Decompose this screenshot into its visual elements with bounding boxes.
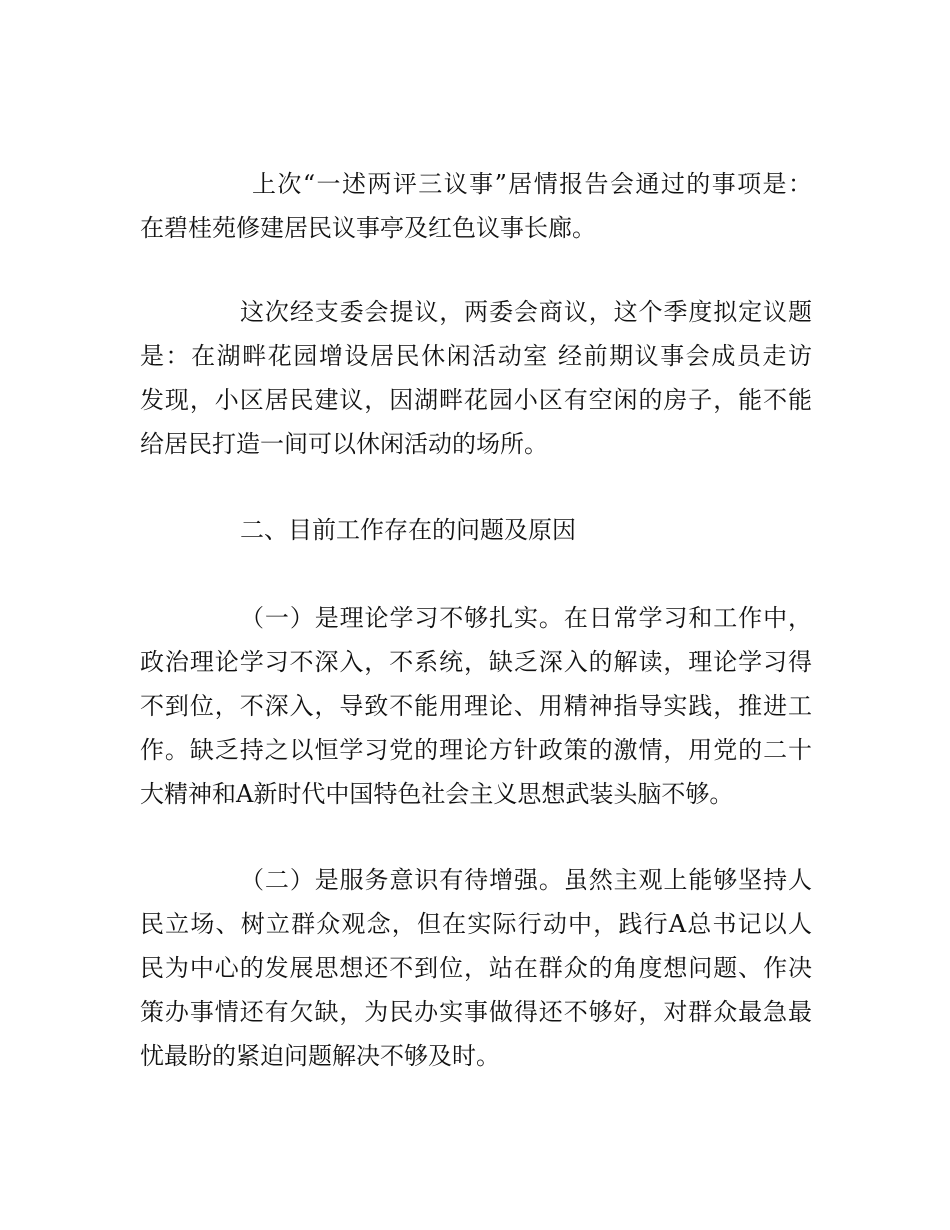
- paragraph-line: 民立场、树立群众观念，但在实际行动中，践行A总书记以人: [140, 910, 812, 938]
- paragraph-last-meeting-item: [140, 162, 812, 250]
- paragraph-line: 民为中心的发展思想还不到位，站在群众的角度想问题、作决: [140, 954, 812, 982]
- paragraph-line: （一）是理论学习不够扎实。在日常学习和工作中，: [240, 604, 812, 632]
- paragraph-line: 作。缺乏持之以恒学习党的理论方针政策的激情，用党的二十: [140, 736, 812, 764]
- paragraph-theory-study: [140, 596, 812, 816]
- paragraph-line: 忧最盼的紧迫问题解决不够及时。: [140, 1042, 500, 1070]
- paragraph-line: 大精神和A新时代中国特色社会主义思想武装头脑不够。: [140, 780, 734, 808]
- paragraph-line: 政治理论学习不深入，不系统，缺乏深入的解读，理论学习得: [140, 648, 812, 676]
- paragraph-line: （二）是服务意识有待增强。虽然主观上能够坚持人: [240, 866, 812, 894]
- paragraph-line: 这次经支委会提议，两委会商议，这个季度拟定议题: [240, 298, 812, 326]
- paragraph-line: 上次“一述两评三议事”居情报告会通过的事项是：: [252, 170, 812, 198]
- paragraph-line: 是：在湖畔花园增设居民休闲活动室 经前期议事会成员走访: [140, 342, 812, 370]
- paragraph-line: 策办事情还有欠缺，为民办实事做得还不够好，对群众最急最: [140, 998, 812, 1026]
- paragraph-line: 在碧桂苑修建居民议事亭及红色议事长廊。: [140, 214, 596, 242]
- paragraph-service-awareness: [140, 858, 812, 1078]
- section-heading-problems: [140, 508, 812, 552]
- paragraph-line: 不到位，不深入，导致不能用理论、用精神指导实践，推进工: [140, 692, 812, 720]
- section-heading: 二、目前工作存在的问题及原因: [240, 516, 576, 544]
- paragraph-current-topic: [140, 290, 812, 466]
- paragraph-line: 给居民打造一间可以休闲活动的场所。: [140, 430, 548, 458]
- paragraph-line: 发现，小区居民建议，因湖畔花园小区有空闲的房子，能不能: [140, 386, 812, 414]
